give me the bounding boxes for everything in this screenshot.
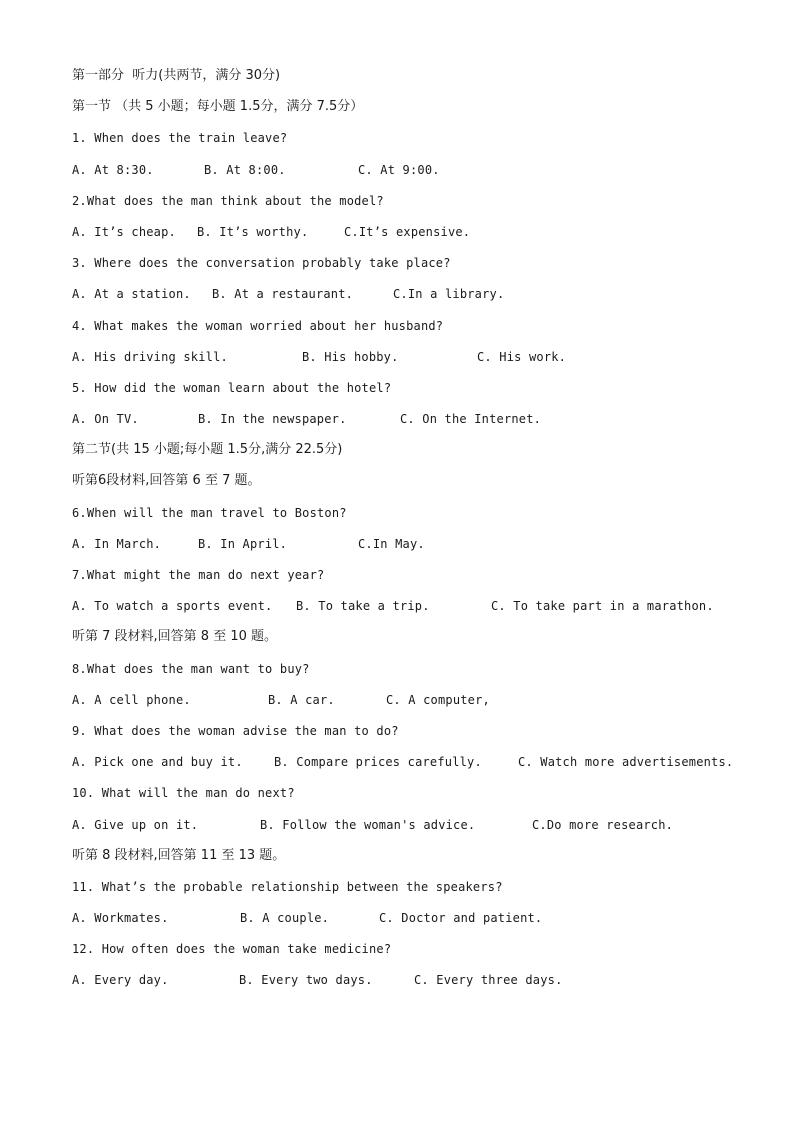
option-c: C. A computer, xyxy=(386,692,490,707)
option-a: A. A cell phone. xyxy=(72,692,191,707)
options-12 xyxy=(72,969,762,1000)
question-1: 1. When does the train leave? xyxy=(72,131,288,146)
option-a: A. It’s cheap. xyxy=(72,224,176,239)
passage-instruction: 听第6段材料,回答第 6 至 7 题。 xyxy=(72,473,261,489)
question-5: 5. How did the woman learn about the hotel? xyxy=(72,380,392,395)
passage-instruction: 听第 7 段材料,回答第 8 至 10 题。 xyxy=(72,629,278,645)
option-a: A. Give up on it. xyxy=(72,817,199,832)
option-b: B. At 8:00. xyxy=(204,162,286,177)
option-b: B. A car. xyxy=(268,692,335,707)
option-b: B. In April. xyxy=(198,536,288,551)
option-b: B. In the newspaper. xyxy=(198,412,347,427)
option-b: B. His hobby. xyxy=(302,349,399,364)
option-c: C.In a library. xyxy=(393,287,505,302)
option-c: C. Every three days. xyxy=(414,973,563,988)
question-12: 12. How often does the woman take medicine? xyxy=(72,942,392,957)
option-a: A. His driving skill. xyxy=(72,349,228,364)
question-2: 2.What does the man think about the model? xyxy=(72,193,384,208)
question-6: 6.When will the man travel to Boston? xyxy=(72,505,347,520)
options-7 xyxy=(72,595,762,626)
option-b: B. It’s worthy. xyxy=(197,224,309,239)
option-c: C. At 9:00. xyxy=(358,162,440,177)
question-7: 7.What might the man do next year? xyxy=(72,568,325,582)
option-b: B. Follow the woman's advice. xyxy=(260,817,476,832)
option-a: A. Workmates. xyxy=(72,911,169,926)
options-11 xyxy=(72,907,762,938)
option-b: B. At a restaurant. xyxy=(212,287,354,302)
options-1 xyxy=(72,159,762,190)
option-b: B. Every two days. xyxy=(239,973,373,988)
option-c: C. Doctor and patient. xyxy=(379,911,543,926)
options-9 xyxy=(72,751,762,782)
option-a: A. In March. xyxy=(72,536,162,551)
option-b: B. To take a trip. xyxy=(296,599,430,614)
question-10: 10. What will the man do next? xyxy=(72,786,295,801)
section-heading: 第二节(共 15 小题;每小题 1.5分,满分 22.5分) xyxy=(72,442,343,458)
options-10 xyxy=(72,814,762,845)
options-5 xyxy=(72,408,762,439)
option-b: B. A couple. xyxy=(240,911,330,926)
option-a: A. On TV. xyxy=(72,412,139,427)
part-heading: 第一部分 听力(共两节，满分 30分) xyxy=(72,68,281,83)
option-c: C.It’s expensive. xyxy=(344,224,471,239)
option-a: A. Pick one and buy it. xyxy=(72,755,243,770)
option-a: A. At a station. xyxy=(72,287,191,302)
options-4 xyxy=(72,346,762,377)
options-2 xyxy=(72,221,762,252)
option-c: C. His work. xyxy=(477,349,567,364)
passage-instruction: 听第 8 段材料,回答第 11 至 13 题。 xyxy=(72,847,286,863)
option-c: C. Watch more advertisements. xyxy=(518,755,734,770)
options-3 xyxy=(72,283,762,314)
option-c: C. To take part in a marathon. xyxy=(491,599,714,614)
option-c: C.In May. xyxy=(358,536,425,551)
question-8: 8.What does the man want to buy? xyxy=(72,661,310,676)
question-4: 4. What makes the woman worried about her husband? xyxy=(72,318,444,333)
option-c: C.Do more research. xyxy=(532,817,674,832)
options-8 xyxy=(72,689,762,720)
options-6 xyxy=(72,533,762,564)
question-11: 11. What’s the probable relationship between the speakers? xyxy=(72,879,503,894)
option-a: A. At 8:30. xyxy=(72,162,154,177)
section-heading: 第一节 （共 5 小题；每小题 1.5分，满分 7.5分） xyxy=(72,99,364,115)
option-a: A. To watch a sports event. xyxy=(72,599,273,614)
question-3: 3. Where does the conversation probably take place? xyxy=(72,256,451,271)
question-9: 9. What does the woman advise the man to do? xyxy=(72,723,399,738)
option-c: C. On the Internet. xyxy=(400,412,542,427)
exam-page xyxy=(72,65,762,1001)
option-b: B. Compare prices carefully. xyxy=(274,755,482,770)
option-a: A. Every day. xyxy=(72,973,169,988)
